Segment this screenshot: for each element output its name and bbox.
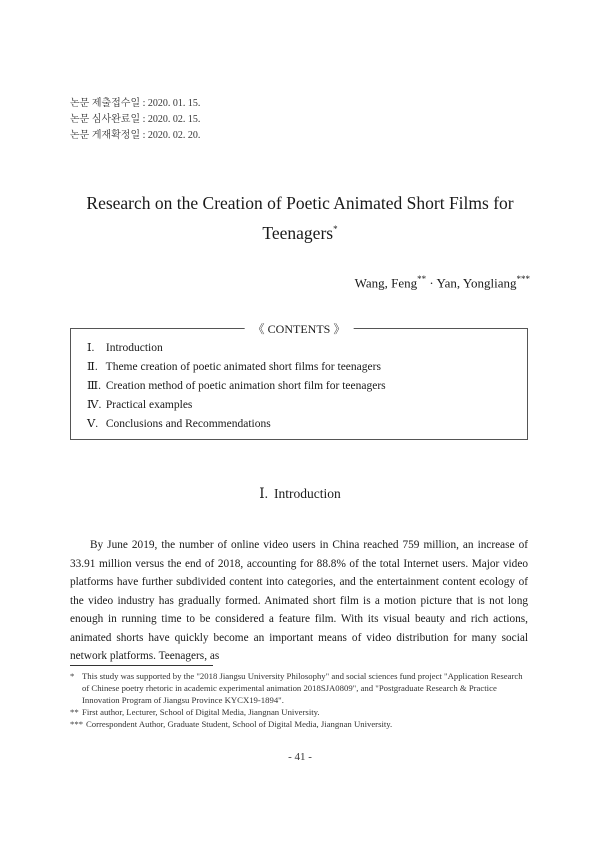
paper-title bbox=[60, 190, 540, 246]
submission-dates bbox=[70, 96, 200, 144]
body-paragraph: By June 2019, the number of online video users in China reached 759 million, an increase of 33.91 million versus the end of 2018, accounting for 88.8% of the total Internet users. Major video platforms have further subdivided content into categories, and the entertainment content ecology of the video industry has gradually formed. Animated short film is a motion picture that is not long enough in running time to be considered a feature film. With its visual beauty and rich actions, animated shorts have quickly become an important means of video distribution for many social network platforms. Teenagers, as bbox=[70, 539, 528, 663]
section-heading bbox=[0, 486, 600, 502]
author-first: Wang, Feng bbox=[354, 275, 418, 291]
footnote-mark: ** bbox=[70, 707, 79, 717]
contents-item-number: Ⅴ. bbox=[87, 418, 99, 430]
title-line-2 bbox=[60, 216, 540, 246]
footnote-divider bbox=[70, 665, 213, 666]
contents-item-text: Introduction bbox=[105, 342, 163, 354]
section-title: Introduction bbox=[273, 486, 341, 501]
date-label: 논문 게재확정일 bbox=[70, 130, 141, 141]
contents-item-number: Ⅳ. bbox=[87, 399, 102, 411]
date-value: 2020. 02. 20. bbox=[147, 130, 201, 141]
date-row-accepted: 논문 게재확정일 : 2020. 02. 20. bbox=[70, 130, 201, 141]
contents-item-text: Theme creation of poetic animated short films for teenagers bbox=[105, 361, 381, 373]
footnote-mark: *** bbox=[70, 719, 84, 729]
contents-item-text: Practical examples bbox=[105, 399, 193, 411]
footnote-mark: * bbox=[70, 671, 75, 681]
footnote-text: Correspondent Author, Graduate Student, School of Digital Media, Jiangnan University. bbox=[86, 719, 393, 729]
page-number: - 41 - bbox=[288, 751, 312, 763]
date-row-reviewed: 논문 심사완료일 : 2020. 02. 15. bbox=[70, 114, 201, 125]
footnote-corresponding-author bbox=[70, 718, 530, 730]
date-value: 2020. 01. 15. bbox=[147, 98, 201, 109]
footnote-text: This study was supported by the "2018 Jiangsu University Philosophy" and social sciences fund project "Application Research of Chinese poetry rhetoric in academic experimental animation 2018SJA0809", and "Postgraduate Research & Practice Innovation Program of Jiangsu Province KYCX19-1894". bbox=[82, 671, 523, 705]
date-value: 2020. 02. 15. bbox=[147, 114, 201, 125]
contents-item bbox=[87, 339, 527, 358]
author-line bbox=[355, 274, 530, 291]
contents-item bbox=[87, 415, 527, 434]
footnote-first-author bbox=[70, 706, 530, 718]
author-second-mark: *** bbox=[516, 274, 530, 284]
date-row-submitted: 논문 제출접수일 : 2020. 01. 15. bbox=[70, 98, 201, 109]
author-first-mark: ** bbox=[417, 274, 427, 284]
contents-item-number: Ⅰ. bbox=[87, 342, 95, 354]
title-line-2-text: Teenagers bbox=[262, 222, 334, 243]
author-second: Yan, Yongliang bbox=[436, 275, 517, 291]
contents-item-number: Ⅱ. bbox=[87, 361, 98, 373]
footnote-funding bbox=[70, 670, 530, 706]
footnotes bbox=[70, 670, 530, 730]
footnote-text: First author, Lecturer, School of Digital Media, Jiangnan University. bbox=[82, 707, 320, 717]
date-label: 논문 제출접수일 bbox=[70, 98, 141, 109]
contents-box bbox=[70, 322, 528, 440]
contents-item-text: Creation method of poetic animation short film for teenagers bbox=[105, 380, 386, 392]
author-separator: · bbox=[429, 275, 434, 291]
section-number: Ⅰ. bbox=[259, 486, 268, 501]
contents-list bbox=[71, 329, 527, 434]
title-line-1: Research on the Creation of Poetic Animated Short Films for bbox=[86, 193, 514, 213]
title-footnote-mark: * bbox=[333, 224, 338, 234]
contents-title: 《 CONTENTS 》 bbox=[245, 320, 354, 337]
contents-item bbox=[87, 396, 527, 415]
date-label: 논문 심사완료일 bbox=[70, 114, 141, 125]
contents-item-text: Conclusions and Recommendations bbox=[105, 418, 271, 430]
contents-item-number: Ⅲ. bbox=[87, 380, 101, 392]
contents-item bbox=[87, 377, 527, 396]
contents-item bbox=[87, 358, 527, 377]
